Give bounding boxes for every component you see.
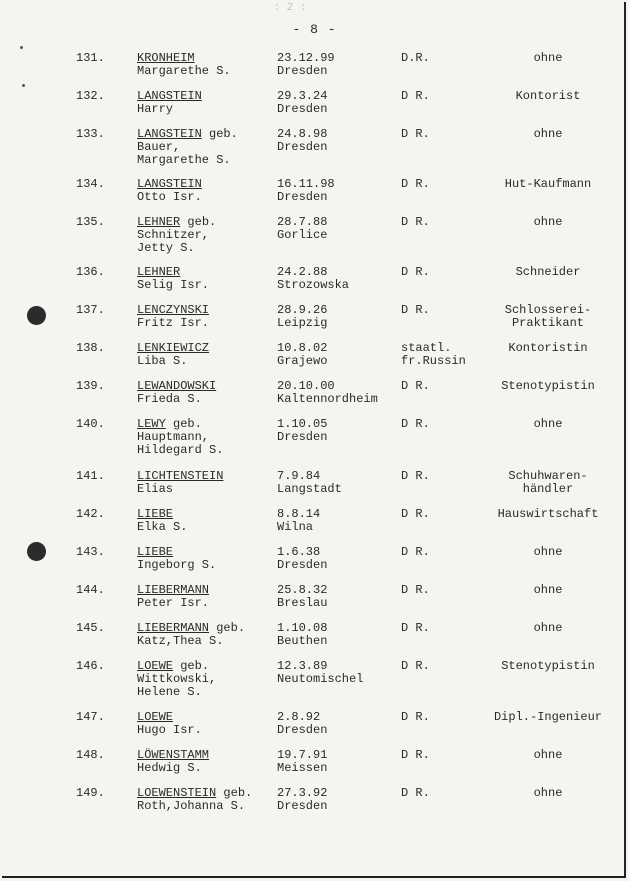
surname: LANGSTEIN [137,127,202,141]
given-name: Elka S. [137,520,188,534]
given-name: Helene S. [137,685,202,699]
given-name: Hildegard S. [137,443,224,457]
entry-number: 146. [76,659,105,673]
occupation-line: ohne [533,583,563,597]
birth-place: Grajewo [277,354,328,368]
occupation-line: Kontorist [515,89,581,103]
birth-place: Dresden [277,558,328,572]
birth-info [277,216,327,242]
surname: LENCZYNSKI [137,303,210,317]
nationality-line: D R. [401,303,430,317]
nationality-line: D R. [401,417,430,431]
birth-info [277,418,327,444]
occupation [478,622,618,635]
birth-info [277,128,327,154]
entry-name [137,508,187,534]
name-suffix: geb. [173,659,210,673]
nationality [401,749,430,762]
nationality-line: staatl. [401,341,452,355]
surname: LOEWENSTEIN [137,786,217,800]
name-suffix: geb. [209,621,246,635]
occupation [478,216,618,229]
given-name: Hedwig S. [137,761,202,775]
surname: LICHTENSTEIN [137,469,224,483]
birth-date: 1.10.05 [277,417,328,431]
occupation-line: ohne [533,127,563,141]
nationality-line: D R. [401,710,430,724]
birth-info [277,304,327,330]
entry-number: 139. [76,379,105,393]
nationality [401,178,430,191]
entry-number: 134. [76,177,105,191]
birth-place: Dresden [277,723,328,737]
nationality [401,216,430,229]
surname: LEHNER [137,215,181,229]
nationality-line: D R. [401,89,430,103]
birth-date: 10.8.02 [277,341,328,355]
occupation-line: ohne [533,786,563,800]
nationality [401,342,466,368]
surname: LANGSTEIN [137,89,202,103]
entry-name [137,380,216,406]
birth-place: Dresden [277,64,328,78]
occupation-line: Schlosserei- [504,303,592,317]
birth-place: Langstadt [277,482,342,496]
surname: LOEWE [137,710,174,724]
occupation [478,52,618,65]
occupation [478,749,618,762]
birth-date: 12.3.89 [277,659,328,673]
birth-info [277,787,327,813]
entry-name [137,584,209,610]
entry-number: 137. [76,303,105,317]
occupation-line: Kontoristin [508,341,588,355]
occupation [478,304,618,330]
nationality-line: D R. [401,545,430,559]
occupation [478,660,618,673]
margin-mark [20,46,23,49]
given-name: Wittkowski, [137,672,217,686]
nationality [401,546,430,559]
nationality [401,622,430,635]
given-name: Ingeborg S. [137,558,217,572]
birth-date: 24.8.98 [277,127,328,141]
birth-place: Dresden [277,140,328,154]
entry-number: 145. [76,621,105,635]
entry-name [137,216,216,255]
name-suffix: geb. [180,215,217,229]
given-name: Jetty S. [137,241,195,255]
birth-date: 1.10.08 [277,621,328,635]
nationality [401,584,430,597]
entry-name [137,470,223,496]
entry-name [137,546,216,572]
nationality-line: D R. [401,215,430,229]
nationality [401,418,430,431]
surname: LIEBE [137,545,174,559]
surname: LÖWENSTAMM [137,748,210,762]
given-name: Katz,Thea S. [137,634,224,648]
occupation-line: Stenotypistin [501,659,595,673]
nationality [401,508,430,521]
page-number: - 8 - [292,22,337,37]
birth-date: 28.9.26 [277,303,328,317]
entry-number: 148. [76,748,105,762]
birth-place: Dresden [277,799,328,813]
nationality [401,52,430,65]
surname: LIEBE [137,507,174,521]
birth-place: Meissen [277,761,328,775]
birth-place: Strozowska [277,278,350,292]
birth-info [277,266,349,292]
entry-name [137,622,245,648]
nationality-line: fr.Russin [401,354,466,368]
birth-info [277,546,327,572]
occupation-line: Hut-Kaufmann [504,177,592,191]
given-name: Margarethe S. [137,64,231,78]
birth-date: 23.12.99 [277,51,335,65]
given-name: Liba S. [137,354,188,368]
nationality-line: D R. [401,659,430,673]
given-name: Schnitzer, [137,228,210,242]
birth-info [277,380,378,406]
given-name: Hauptmann, [137,430,210,444]
birth-place: Beuthen [277,634,328,648]
birth-place: Breslau [277,596,328,610]
birth-place: Neutomischel [277,672,364,686]
given-name: Hugo Isr. [137,723,202,737]
entry-name [137,418,223,457]
surname: LIEBERMANN [137,583,210,597]
occupation [478,266,618,279]
birth-place: Dresden [277,102,328,116]
given-name: Otto Isr. [137,190,202,204]
occupation [478,787,618,800]
birth-place: Wilna [277,520,314,534]
nationality-line: D.R. [401,51,430,65]
occupation-line: Schuhwaren- [508,469,588,483]
entry-name [137,266,209,292]
occupation [478,380,618,393]
occupation-line: ohne [533,51,563,65]
page-mark: : 2 : [273,2,307,14]
birth-info [277,178,335,204]
birth-date: 28.7.88 [277,215,328,229]
entry-number: 143. [76,545,105,559]
birth-place: Leipzig [277,316,328,330]
surname: LENKIEWICZ [137,341,210,355]
birth-date: 29.3.24 [277,89,328,103]
occupation [478,711,618,724]
surname: LEWANDOWSKI [137,379,217,393]
given-name: Bauer, [137,140,181,154]
nationality-line: D R. [401,265,430,279]
birth-place: Dresden [277,430,328,444]
entry-number: 147. [76,710,105,724]
occupation-line: Praktikant [511,316,584,330]
entry-number: 142. [76,507,105,521]
surname: LIEBERMANN [137,621,210,635]
given-name: Fritz Isr. [137,316,210,330]
occupation-line: Hauswirtschaft [497,507,599,521]
entry-number: 132. [76,89,105,103]
name-suffix: geb. [165,417,202,431]
surname: KRONHEIM [137,51,195,65]
entry-number: 136. [76,265,105,279]
birth-info [277,711,327,737]
given-name: Roth,Johanna S. [137,799,246,813]
nationality-line: D R. [401,507,430,521]
nationality [401,266,430,279]
nationality-line: D R. [401,786,430,800]
surname: LANGSTEIN [137,177,202,191]
entry-name [137,660,216,699]
entry-number: 138. [76,341,105,355]
margin-mark [22,84,25,87]
entry-number: 141. [76,469,105,483]
name-suffix: geb. [216,786,253,800]
occupation-line: Dipl.-Ingenieur [493,710,603,724]
birth-date: 16.11.98 [277,177,335,191]
occupation-line: ohne [533,545,563,559]
birth-date: 19.7.91 [277,748,328,762]
nationality-line: D R. [401,621,430,635]
entry-number: 144. [76,583,105,597]
entry-number: 140. [76,417,105,431]
birth-date: 2.8.92 [277,710,321,724]
birth-info [277,52,335,78]
surname: LOEWE [137,659,174,673]
occupation [478,90,618,103]
occupation [478,508,618,521]
occupation-line: ohne [533,417,563,431]
nationality-line: D R. [401,583,430,597]
nationality [401,787,430,800]
occupation-line: händler [522,482,574,496]
nationality [401,711,430,724]
given-name: Frieda S. [137,392,202,406]
nationality-line: D R. [401,127,430,141]
nationality [401,660,430,673]
surname: LEWY [137,417,166,431]
birth-date: 7.9.84 [277,469,321,483]
punch-hole [27,542,46,561]
occupation-line: ohne [533,748,563,762]
occupation [478,342,618,355]
occupation [478,418,618,431]
birth-info [277,749,327,775]
nationality [401,380,430,393]
birth-date: 25.8.32 [277,583,328,597]
occupation-line: Schneider [515,265,581,279]
entry-name [137,178,202,204]
birth-place: Gorlice [277,228,328,242]
birth-date: 24.2.88 [277,265,328,279]
given-name: Selig Isr. [137,278,210,292]
given-name: Peter Isr. [137,596,210,610]
birth-place: Kaltennordheim [277,392,378,406]
nationality [401,90,430,103]
entry-name [137,52,231,78]
occupation [478,178,618,191]
given-name: Margarethe S. [137,153,231,167]
entry-name [137,342,209,368]
birth-info [277,342,327,368]
nationality [401,470,430,483]
occupation [478,128,618,141]
entry-name [137,304,209,330]
birth-info [277,508,320,534]
entry-number: 149. [76,786,105,800]
occupation-line: ohne [533,621,563,635]
punch-hole [27,306,46,325]
occupation [478,546,618,559]
entry-name [137,787,252,813]
entry-name [137,128,238,167]
birth-info [277,470,342,496]
surname: LEHNER [137,265,181,279]
given-name: Elias [137,482,174,496]
birth-place: Dresden [277,190,328,204]
nationality-line: D R. [401,379,430,393]
nationality-line: D R. [401,748,430,762]
birth-date: 27.3.92 [277,786,328,800]
occupation-line: ohne [533,215,563,229]
occupation [478,470,618,496]
nationality [401,304,430,317]
birth-date: 8.8.14 [277,507,321,521]
birth-date: 20.10.00 [277,379,335,393]
birth-info [277,584,327,610]
entry-name [137,711,202,737]
nationality [401,128,430,141]
given-name: Harry [137,102,174,116]
entry-number: 135. [76,215,105,229]
birth-info [277,660,363,686]
birth-info [277,90,327,116]
nationality-line: D R. [401,177,430,191]
entry-name [137,749,209,775]
birth-date: 1.6.38 [277,545,321,559]
entry-name [137,90,202,116]
entry-number: 133. [76,127,105,141]
occupation-line: Stenotypistin [501,379,595,393]
birth-info [277,622,327,648]
entry-number: 131. [76,51,105,65]
occupation [478,584,618,597]
name-suffix: geb. [201,127,238,141]
nationality-line: D R. [401,469,430,483]
